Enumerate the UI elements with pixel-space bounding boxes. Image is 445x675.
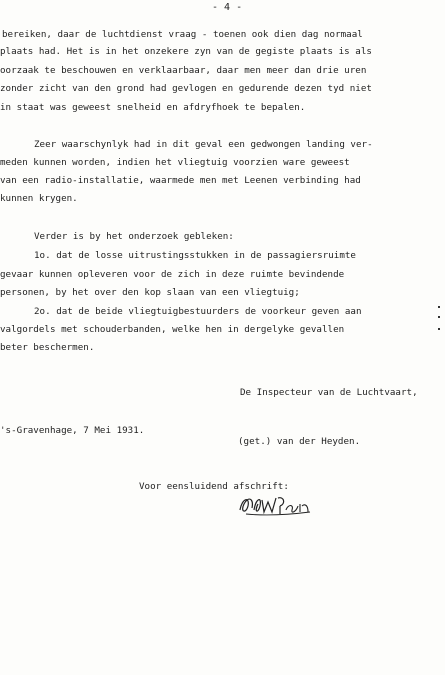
place-date: 's-Gravenhage, 7 Mei 1931. — [0, 425, 145, 436]
para1-line-1: bereiken, daar de luchtdienst vraag - toenen ook dien dag normaal — [2, 29, 363, 40]
certification-line: Voor eensluidend afschrift: — [139, 481, 289, 492]
para1-line-2: plaats had. Het is in het onzekere zyn van de gegiste plaats is als — [0, 46, 372, 57]
item1-line-1: 1o. dat de losse uitrustingsstukken in de passagiersruimte — [34, 250, 356, 261]
item2-line-2: valgordels met schouderbanden, welke hen in dergelyke gevallen — [0, 324, 345, 335]
item1-line-3: personen, by het over den kop slaan van een vliegtuig; — [0, 287, 300, 298]
para2-line-1: Zeer waarschynlyk had in dit geval een gedwongen landing ver- — [34, 139, 373, 150]
handwritten-signature — [236, 490, 316, 518]
page-number: - 4 - — [212, 2, 243, 13]
para1-line-5: in staat was geweest snelheid en afdryfhoek te bepalen. — [0, 102, 306, 113]
margin-mark — [437, 304, 443, 334]
item2-line-1: 2o. dat de beide vliegtuigbestuurders de voorkeur geven aan — [34, 306, 362, 317]
para2-line-4: kunnen krygen. — [0, 193, 78, 204]
item1-line-2: gevaar kunnen opleveren voor de zich in deze ruimte bevindende — [0, 269, 345, 280]
signed-name: (get.) van der Heyden. — [238, 436, 361, 447]
para2-line-3: van een radio-installatie, waarmede men met Leenen verbinding had — [0, 175, 361, 186]
signatory-title: De Inspecteur van de Luchtvaart, — [240, 387, 418, 398]
para1-line-4: zonder zicht van den grond had gevlogen en gedurende dezen tyd niet — [0, 83, 372, 94]
para1-line-3: oorzaak te beschouwen en verklaarbaar, daar men meer dan drie uren — [0, 65, 367, 76]
findings-intro: Verder is by het onderzoek gebleken: — [34, 231, 234, 242]
item2-line-3: beter beschermen. — [0, 342, 95, 353]
para2-line-2: meden kunnen worden, indien het vliegtuig voorzien ware geweest — [0, 157, 350, 168]
